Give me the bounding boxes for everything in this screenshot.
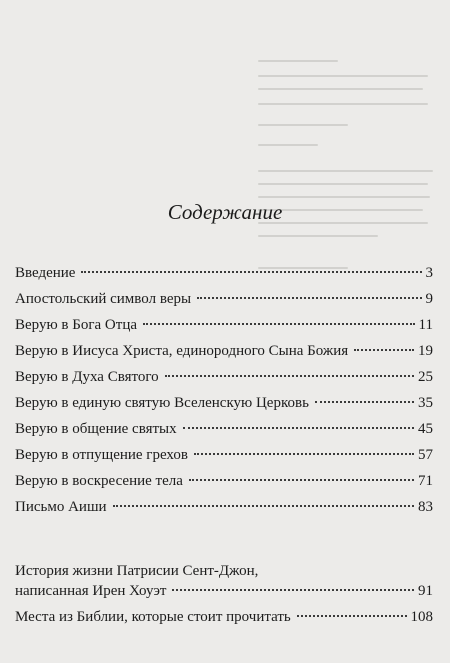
toc-entry-label: Верую в Иисуса Христа, единородного Сына Божия bbox=[15, 343, 349, 359]
toc-entry-label: Введение bbox=[15, 265, 76, 281]
leader-dots bbox=[189, 479, 414, 481]
toc-entry-page: 71 bbox=[418, 473, 433, 489]
table-of-contents bbox=[15, 263, 433, 633]
toc-entry-label-line2: написанная Ирен Хоуэт bbox=[15, 583, 167, 599]
toc-entry-page: 108 bbox=[410, 609, 433, 625]
toc-entry-label: Верую в единую святую Вселенскую Церковь bbox=[15, 395, 309, 411]
toc-entry-page: 9 bbox=[425, 291, 433, 307]
toc-entry[interactable] bbox=[15, 445, 433, 471]
leader-dots bbox=[172, 589, 414, 591]
toc-entry-page: 57 bbox=[418, 447, 433, 463]
toc-entry-page: 3 bbox=[425, 265, 433, 281]
leader-dots bbox=[113, 505, 414, 507]
leader-dots bbox=[197, 297, 421, 299]
toc-entry[interactable] bbox=[15, 341, 433, 367]
leader-dots bbox=[183, 427, 414, 429]
page-title: Содержание bbox=[167, 200, 283, 224]
toc-entry[interactable] bbox=[15, 419, 433, 445]
toc-entry-page: 91 bbox=[418, 583, 433, 599]
toc-entry[interactable] bbox=[15, 289, 433, 315]
toc-entry[interactable] bbox=[15, 561, 433, 607]
leader-dots bbox=[143, 323, 415, 325]
toc-entry-label: Места из Библии, которые стоит прочитать bbox=[15, 609, 291, 625]
toc-entry[interactable] bbox=[15, 263, 433, 289]
toc-entry[interactable] bbox=[15, 393, 433, 419]
leader-dots bbox=[81, 271, 421, 273]
toc-entry-label: Верую в отпущение грехов bbox=[15, 447, 188, 463]
toc-entry-page: 45 bbox=[418, 421, 433, 437]
toc-entry[interactable] bbox=[15, 607, 433, 633]
toc-entry-label: Верую в Бога Отца bbox=[15, 317, 137, 333]
toc-entry-label-line1: История жизни Патрисии Сент-Джон, bbox=[15, 563, 259, 579]
toc-entry-page: 25 bbox=[418, 369, 433, 385]
toc-entry-label: Верую в воскресение тела bbox=[15, 473, 183, 489]
toc-entry-label: Письмо Аиши bbox=[15, 499, 107, 515]
toc-entry-label: Апостольский символ веры bbox=[15, 291, 192, 307]
show-through-text bbox=[0, 0, 450, 280]
leader-dots bbox=[315, 401, 414, 403]
toc-entry-page: 35 bbox=[418, 395, 433, 411]
leader-dots bbox=[354, 349, 414, 351]
toc-entry-label: Верую в Духа Святого bbox=[15, 369, 159, 385]
toc-entry-page: 11 bbox=[418, 317, 433, 333]
toc-entry-page: 83 bbox=[418, 499, 433, 515]
leader-dots bbox=[297, 615, 407, 617]
toc-entry-page: 19 bbox=[418, 343, 433, 359]
toc-entry[interactable] bbox=[15, 367, 433, 393]
leader-dots bbox=[165, 375, 414, 377]
leader-dots bbox=[194, 453, 414, 455]
toc-entry[interactable] bbox=[15, 471, 433, 497]
toc-entry-label: Верую в общение святых bbox=[15, 421, 177, 437]
toc-entry[interactable] bbox=[15, 497, 433, 523]
toc-entry[interactable] bbox=[15, 315, 433, 341]
